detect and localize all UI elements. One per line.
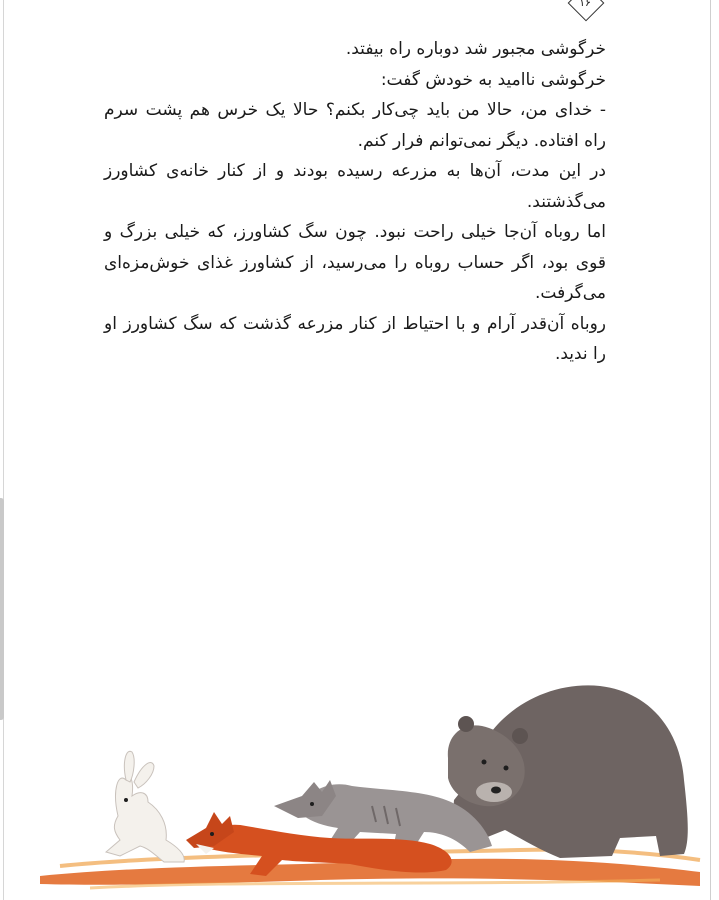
animals-illustration [0,640,719,900]
paragraph-3: - خدای من، حالا من باید چی‌کار بکنم؟ حالا یک خرس هم پشت سرم راه افتاده. دیگر نمی‌توانم فرار کنم. [104,100,606,151]
paragraph-6: روباه آن‌قدر آرام و با احتیاط از کنار مزرعه گذشت که سگ کشاورز او را ندید. [104,313,606,364]
page-number: ۱۶ [579,0,591,9]
paragraph-1: خرگوشی مجبور شد دوباره راه بیفتد. [345,39,606,59]
story-text [104,34,606,370]
paragraph-4: در این مدت، آن‌ها به مزرعه رسیده بودند و از کنار خانه‌ی کشاورز می‌گذشتند. [104,161,606,212]
rabbit [106,751,184,862]
paragraph-5: اما روباه آن‌جا خیلی راحت نبود. چون سگ کشاورز، که خیلی بزرگ و قوی بود، اگر حساب روباه را می‌رسید، از کشاورز غذای خوش‌مزه‌ای می‌گرفت. [104,222,606,303]
paragraph-2: خرگوشی ناامید به خودش گفت: [380,69,606,90]
